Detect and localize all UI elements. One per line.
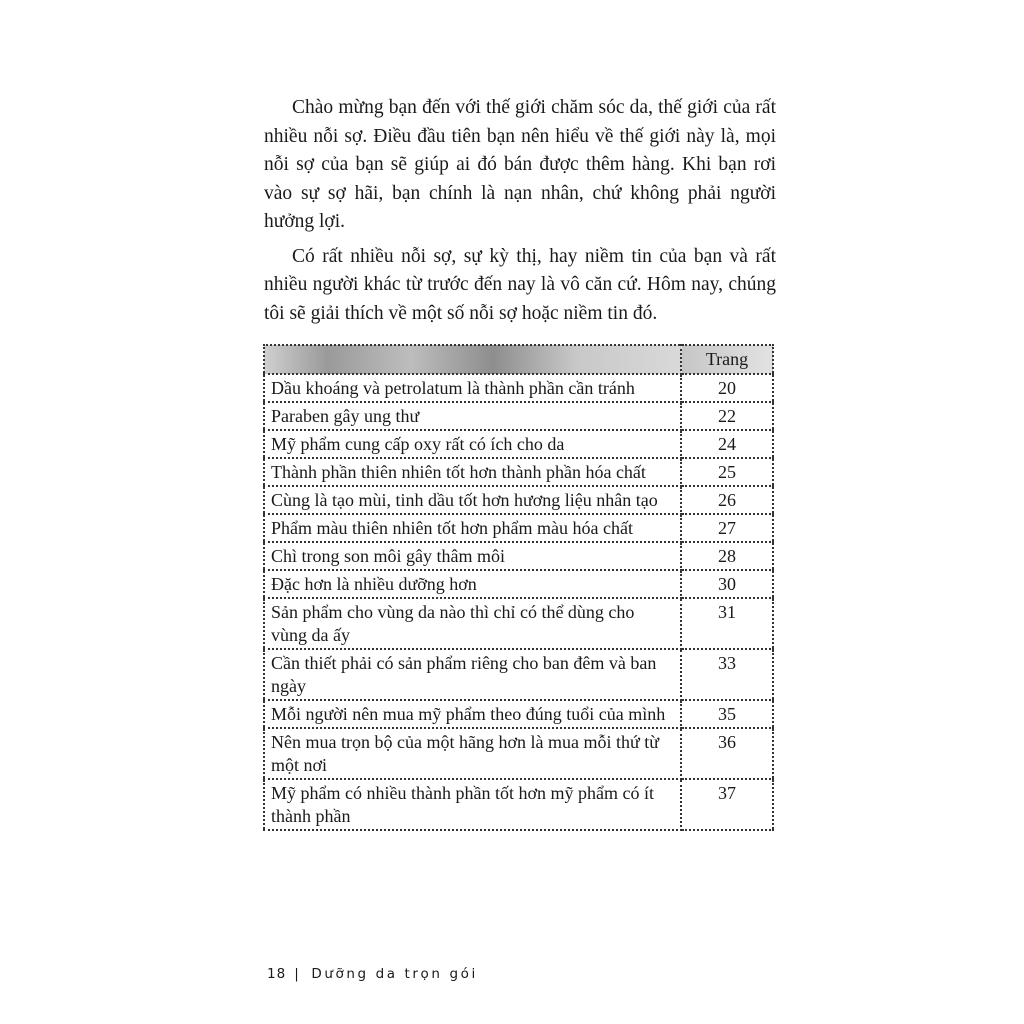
row-topic: Đặc hơn là nhiều dưỡng hơn [264, 570, 681, 598]
row-page: 31 [681, 598, 773, 649]
table-row [264, 700, 773, 728]
intro-text [264, 94, 776, 334]
row-topic: Mỹ phẩm có nhiều thành phần tốt hơn mỹ phẩm có ít thành phần [264, 779, 681, 830]
book-title: Dưỡng da trọn gói [311, 966, 478, 982]
table-row [264, 458, 773, 486]
row-page: 20 [681, 374, 773, 402]
myths-table [263, 344, 774, 831]
row-page: 33 [681, 649, 773, 700]
row-page: 24 [681, 430, 773, 458]
row-topic: Dầu khoáng và petrolatum là thành phần cần tránh [264, 374, 681, 402]
row-topic: Cần thiết phải có sản phẩm riêng cho ban đêm và ban ngày [264, 649, 681, 700]
table-row [264, 570, 773, 598]
table-row [264, 402, 773, 430]
row-topic: Thành phần thiên nhiên tốt hơn thành phần hóa chất [264, 458, 681, 486]
footer-separator: | [294, 966, 302, 982]
row-page: 35 [681, 700, 773, 728]
row-topic: Nên mua trọn bộ của một hãng hơn là mua mỗi thứ từ một nơi [264, 728, 681, 779]
row-topic: Mỗi người nên mua mỹ phẩm theo đúng tuổi của mình [264, 700, 681, 728]
table-row [264, 649, 773, 700]
row-topic: Sản phẩm cho vùng da nào thì chỉ có thể dùng cho vùng da ấy [264, 598, 681, 649]
row-page: 27 [681, 514, 773, 542]
intro-paragraph-1: Chào mừng bạn đến với thế giới chăm sóc da, thế giới của rất nhiều nỗi sợ. Điều đầu tiên bạn nên hiểu về thế giới này là, mọi nỗi sợ của bạn sẽ giúp ai đó bán được thêm hàng. Khi bạn rơi vào sự sợ hãi, bạn chính là nạn nhân, chứ không phải người hưởng lợi. [264, 97, 776, 232]
row-topic: Cùng là tạo mùi, tinh dầu tốt hơn hương liệu nhân tạo [264, 486, 681, 514]
intro-paragraph-2: Có rất nhiều nỗi sợ, sự kỳ thị, hay niềm tin của bạn và rất nhiều người khác từ trước đến nay là vô căn cứ. Hôm nay, chúng tôi sẽ giải thích về một số nỗi sợ hoặc niềm tin đó. [264, 245, 776, 324]
row-page: 30 [681, 570, 773, 598]
row-page: 25 [681, 458, 773, 486]
table-row [264, 430, 773, 458]
row-topic: Chì trong son môi gây thâm môi [264, 542, 681, 570]
row-topic: Mỹ phẩm cung cấp oxy rất có ích cho da [264, 430, 681, 458]
table-row [264, 598, 773, 649]
row-topic: Paraben gây ung thư [264, 402, 681, 430]
row-page: 26 [681, 486, 773, 514]
row-page: 37 [681, 779, 773, 830]
table-row [264, 374, 773, 402]
header-page-cell: Trang [681, 345, 773, 374]
table-row [264, 542, 773, 570]
row-topic: Phẩm màu thiên nhiên tốt hơn phẩm màu hóa chất [264, 514, 681, 542]
table-row [264, 486, 773, 514]
table-row [264, 514, 773, 542]
row-page: 28 [681, 542, 773, 570]
page-number: 18 [267, 966, 287, 982]
header-topic-cell [264, 345, 681, 374]
table-row [264, 779, 773, 830]
page-footer [267, 966, 478, 982]
row-page: 22 [681, 402, 773, 430]
table-row [264, 728, 773, 779]
row-page: 36 [681, 728, 773, 779]
table-header-row [264, 345, 773, 374]
